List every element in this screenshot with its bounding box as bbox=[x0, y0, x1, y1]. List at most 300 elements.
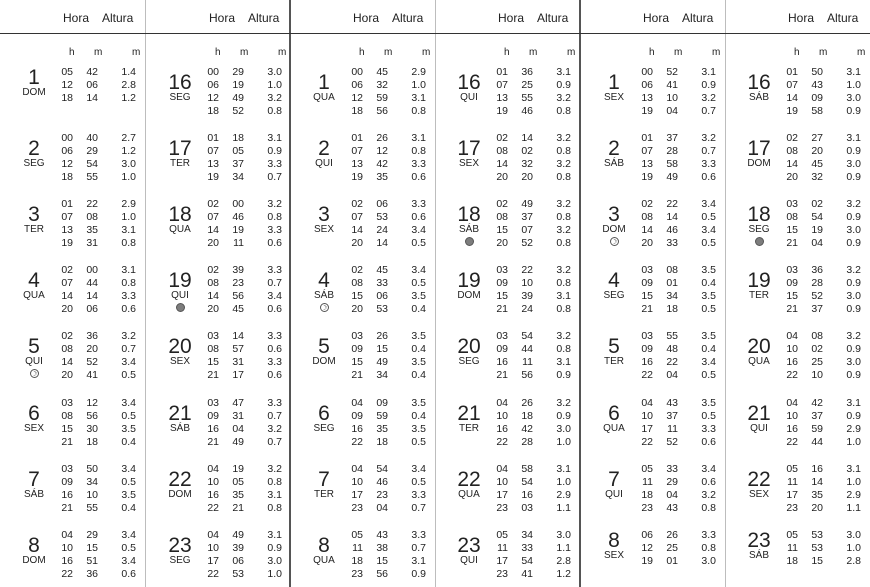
tide-height: 1.0 bbox=[556, 476, 571, 488]
tide-hour: 07 bbox=[351, 145, 363, 157]
tide-minute: 00 bbox=[232, 198, 244, 210]
tide-hour: 09 bbox=[496, 343, 508, 355]
tide-height: 3.3 bbox=[267, 397, 282, 409]
minute-unit: m bbox=[819, 47, 828, 58]
tide-minute: 46 bbox=[232, 211, 244, 223]
tide-height: 0.5 bbox=[411, 476, 426, 488]
tide-minute: 09 bbox=[376, 397, 388, 409]
tide-height: 0.8 bbox=[556, 277, 571, 289]
tide-hour: 07 bbox=[496, 79, 508, 91]
tide-height: 3.1 bbox=[411, 92, 426, 104]
tide-minute: 36 bbox=[86, 568, 98, 580]
tide-hour: 01 bbox=[641, 132, 653, 144]
tide-height: 0.7 bbox=[411, 542, 426, 554]
tide-minute: 20 bbox=[521, 171, 533, 183]
tide-hour: 04 bbox=[786, 397, 798, 409]
tide-height: 0.8 bbox=[267, 502, 282, 514]
tide-hour: 20 bbox=[61, 369, 73, 381]
tide-minute: 22 bbox=[86, 198, 98, 210]
tide-hour: 02 bbox=[207, 264, 219, 276]
tide-minute: 36 bbox=[811, 264, 823, 276]
tide-minute: 14 bbox=[232, 330, 244, 342]
tide-height: 3.2 bbox=[556, 224, 571, 236]
weekday-label: QUA bbox=[169, 224, 191, 235]
tide-height: 3.3 bbox=[701, 529, 716, 541]
tide-height: 0.8 bbox=[701, 542, 716, 554]
tide-hour: 12 bbox=[351, 92, 363, 104]
tide-hour: 13 bbox=[641, 158, 653, 170]
tide-minute: 26 bbox=[521, 397, 533, 409]
tide-height: 1.4 bbox=[121, 66, 136, 78]
quarter-moon-icon: ☽ bbox=[320, 305, 328, 312]
altura-header: Altura bbox=[248, 11, 280, 25]
tide-minute: 37 bbox=[521, 211, 533, 223]
weekday-label: TER bbox=[24, 224, 44, 235]
tide-height: 0.9 bbox=[846, 369, 861, 381]
day-number: 6 bbox=[318, 402, 330, 425]
tide-hour: 15 bbox=[496, 224, 508, 236]
tide-minute: 35 bbox=[86, 224, 98, 236]
tide-height: 3.3 bbox=[411, 158, 426, 170]
hora-header: Hora bbox=[353, 11, 380, 25]
tide-height: 1.0 bbox=[846, 542, 861, 554]
weekday-label: QUI bbox=[25, 356, 43, 367]
tide-hour: 12 bbox=[61, 79, 73, 91]
tide-minute: 34 bbox=[521, 529, 533, 541]
tide-minute: 02 bbox=[811, 343, 823, 355]
tide-hour: 23 bbox=[496, 502, 508, 514]
tide-height: 3.0 bbox=[846, 224, 861, 236]
month-divider bbox=[579, 0, 581, 587]
tide-minute: 18 bbox=[521, 410, 533, 422]
tide-minute: 55 bbox=[86, 502, 98, 514]
tide-height: 3.3 bbox=[267, 356, 282, 368]
tide-minute: 26 bbox=[666, 529, 678, 541]
tide-minute: 29 bbox=[666, 476, 678, 488]
day-number: 18 bbox=[457, 203, 481, 226]
tide-height: 3.4 bbox=[121, 397, 136, 409]
tide-hour: 22 bbox=[641, 436, 653, 448]
tide-hour: 03 bbox=[61, 463, 73, 475]
tide-height: 3.3 bbox=[701, 158, 716, 170]
weekday-label: SEX bbox=[603, 550, 624, 561]
weekday-label: SEG bbox=[169, 92, 191, 103]
tide-hour: 16 bbox=[641, 356, 653, 368]
tide-hour: 18 bbox=[207, 105, 219, 117]
tide-hour: 07 bbox=[61, 211, 73, 223]
tide-height: 3.2 bbox=[267, 423, 282, 435]
tide-height: 1.0 bbox=[267, 568, 282, 580]
tide-height: 1.0 bbox=[846, 79, 861, 91]
tide-height: 1.0 bbox=[121, 171, 136, 183]
tide-height: 0.7 bbox=[267, 436, 282, 448]
tide-hour: 14 bbox=[207, 290, 219, 302]
tide-hour: 21 bbox=[786, 303, 798, 315]
minute-unit: m bbox=[674, 47, 683, 58]
tide-height: 3.1 bbox=[556, 356, 571, 368]
tide-height: 3.4 bbox=[411, 224, 426, 236]
tide-hour: 16 bbox=[786, 356, 798, 368]
tide-height: 3.1 bbox=[556, 290, 571, 302]
tide-height: 3.3 bbox=[411, 198, 426, 210]
tide-height: 0.9 bbox=[411, 568, 426, 580]
weekday-label: TER bbox=[749, 290, 769, 301]
tide-height: 3.0 bbox=[846, 290, 861, 302]
tide-minute: 42 bbox=[521, 423, 533, 435]
tide-minute: 01 bbox=[666, 555, 678, 567]
tide-hour: 21 bbox=[351, 369, 363, 381]
tide-minute: 07 bbox=[521, 224, 533, 236]
day-number: 7 bbox=[608, 468, 620, 491]
tide-height: 3.1 bbox=[411, 555, 426, 567]
tide-hour: 04 bbox=[351, 397, 363, 409]
tide-height: 1.2 bbox=[121, 145, 136, 157]
tide-minute: 48 bbox=[666, 343, 678, 355]
tide-hour: 22 bbox=[351, 436, 363, 448]
tide-hour: 02 bbox=[351, 198, 363, 210]
tide-height: 2.9 bbox=[846, 489, 861, 501]
tide-height: 0.5 bbox=[121, 542, 136, 554]
tide-minute: 49 bbox=[232, 529, 244, 541]
tide-minute: 22 bbox=[521, 264, 533, 276]
weekday-label: SEX bbox=[169, 356, 190, 367]
tide-minute: 05 bbox=[232, 145, 244, 157]
tide-minute: 55 bbox=[86, 171, 98, 183]
tide-minute: 43 bbox=[666, 502, 678, 514]
tide-hour: 21 bbox=[61, 502, 73, 514]
day-number: 23 bbox=[457, 534, 481, 557]
tide-minute: 04 bbox=[666, 489, 678, 501]
tide-hour: 03 bbox=[496, 330, 508, 342]
tide-hour: 10 bbox=[786, 410, 798, 422]
tide-minute: 11 bbox=[522, 356, 533, 368]
tide-minute: 53 bbox=[376, 211, 388, 223]
tide-minute: 05 bbox=[232, 476, 244, 488]
tide-hour: 07 bbox=[641, 145, 653, 157]
tide-minute: 02 bbox=[521, 145, 533, 157]
tide-hour: 02 bbox=[496, 198, 508, 210]
tide-height: 0.6 bbox=[267, 369, 282, 381]
day-number: 3 bbox=[608, 203, 620, 226]
hora-header: Hora bbox=[788, 11, 815, 25]
day-number: 4 bbox=[608, 269, 620, 292]
height-unit: m bbox=[857, 47, 866, 58]
tide-height: 0.4 bbox=[701, 343, 716, 355]
tide-hour: 22 bbox=[207, 502, 219, 514]
tide-height: 0.8 bbox=[121, 277, 136, 289]
tide-hour: 03 bbox=[61, 397, 73, 409]
tide-minute: 16 bbox=[521, 489, 533, 501]
tide-hour: 19 bbox=[786, 105, 798, 117]
tide-hour: 01 bbox=[351, 132, 363, 144]
tide-minute: 03 bbox=[521, 502, 533, 514]
day-number: 2 bbox=[318, 137, 330, 160]
day-number: 21 bbox=[457, 402, 481, 425]
tide-hour: 13 bbox=[351, 158, 363, 170]
tide-minute: 14 bbox=[666, 211, 678, 223]
tide-height: 0.9 bbox=[556, 79, 571, 91]
tide-minute: 15 bbox=[376, 555, 388, 567]
tide-minute: 39 bbox=[232, 264, 244, 276]
tide-height: 3.0 bbox=[267, 555, 282, 567]
tide-minute: 45 bbox=[232, 303, 244, 315]
tide-height: 0.7 bbox=[267, 171, 282, 183]
tide-hour: 21 bbox=[496, 369, 508, 381]
weekday-label: SEX bbox=[313, 224, 334, 235]
day-number: 1 bbox=[318, 71, 330, 94]
tide-minute: 26 bbox=[376, 132, 388, 144]
tide-minute: 49 bbox=[232, 92, 244, 104]
day-number: 16 bbox=[457, 71, 481, 94]
tide-minute: 11 bbox=[667, 423, 678, 435]
tide-hour: 01 bbox=[61, 198, 73, 210]
tide-hour: 08 bbox=[496, 145, 508, 157]
tide-minute: 06 bbox=[86, 79, 98, 91]
tide-minute: 00 bbox=[86, 264, 98, 276]
day-number: 17 bbox=[747, 137, 771, 160]
tide-hour: 16 bbox=[496, 423, 508, 435]
tide-hour: 21 bbox=[207, 436, 219, 448]
tide-height: 1.0 bbox=[846, 476, 861, 488]
tide-height: 0.8 bbox=[556, 145, 571, 157]
tide-minute: 56 bbox=[521, 369, 533, 381]
tide-height: 3.5 bbox=[411, 290, 426, 302]
tide-minute: 42 bbox=[86, 66, 98, 78]
quarter-moon-icon: ☽ bbox=[30, 371, 38, 378]
panel-divider bbox=[435, 0, 436, 587]
tide-height: 0.6 bbox=[701, 436, 716, 448]
tide-minute: 35 bbox=[232, 489, 244, 501]
tide-minute: 34 bbox=[666, 290, 678, 302]
panel-divider bbox=[725, 0, 726, 587]
tide-hour: 15 bbox=[61, 423, 73, 435]
tide-minute: 46 bbox=[521, 105, 533, 117]
tide-hour: 22 bbox=[61, 568, 73, 580]
tide-hour: 14 bbox=[351, 224, 363, 236]
tide-minute: 15 bbox=[376, 343, 388, 355]
tide-height: 0.5 bbox=[701, 303, 716, 315]
tide-height: 0.8 bbox=[121, 237, 136, 249]
panel-divider bbox=[145, 0, 146, 587]
tide-minute: 21 bbox=[232, 502, 244, 514]
tide-hour: 06 bbox=[641, 529, 653, 541]
tide-height: 1.0 bbox=[267, 79, 282, 91]
tide-minute: 32 bbox=[521, 158, 533, 170]
tide-height: 0.6 bbox=[701, 476, 716, 488]
tide-minute: 50 bbox=[811, 66, 823, 78]
tide-height: 0.8 bbox=[556, 171, 571, 183]
tide-minute: 53 bbox=[811, 542, 823, 554]
tide-height: 0.8 bbox=[556, 237, 571, 249]
tide-height: 0.7 bbox=[701, 105, 716, 117]
weekday-label: SÁB bbox=[748, 550, 769, 561]
tide-height: 0.6 bbox=[267, 303, 282, 315]
tide-hour: 14 bbox=[61, 356, 73, 368]
tide-hour: 18 bbox=[641, 489, 653, 501]
day-number: 7 bbox=[28, 468, 40, 491]
tide-hour: 19 bbox=[207, 171, 219, 183]
day-number: 5 bbox=[28, 335, 40, 358]
tide-minute: 25 bbox=[521, 79, 533, 91]
tide-hour: 19 bbox=[496, 105, 508, 117]
tide-height: 3.1 bbox=[267, 132, 282, 144]
tide-hour: 04 bbox=[61, 529, 73, 541]
tide-height: 0.7 bbox=[121, 343, 136, 355]
tide-height: 0.5 bbox=[411, 277, 426, 289]
tide-hour: 13 bbox=[641, 92, 653, 104]
tide-height: 3.0 bbox=[556, 423, 571, 435]
tide-minute: 10 bbox=[666, 92, 678, 104]
tide-minute: 37 bbox=[811, 410, 823, 422]
hour-unit: h bbox=[215, 47, 221, 58]
tide-height: 0.9 bbox=[701, 79, 716, 91]
tide-hour: 10 bbox=[351, 476, 363, 488]
tide-minute: 58 bbox=[811, 105, 823, 117]
tide-height: 3.0 bbox=[556, 529, 571, 541]
tide-minute: 15 bbox=[811, 555, 823, 567]
tide-height: 0.7 bbox=[701, 145, 716, 157]
tide-height: 3.2 bbox=[701, 92, 716, 104]
tide-height: 3.2 bbox=[267, 463, 282, 475]
tide-hour: 21 bbox=[786, 237, 798, 249]
weekday-label: SEG bbox=[603, 290, 625, 301]
weekday-label: QUA bbox=[313, 92, 335, 103]
day-number: 20 bbox=[168, 335, 192, 358]
tide-height: 3.2 bbox=[846, 330, 861, 342]
tide-minute: 41 bbox=[521, 568, 533, 580]
day-number: 19 bbox=[747, 269, 771, 292]
tide-hour: 06 bbox=[641, 79, 653, 91]
hour-unit: h bbox=[69, 47, 75, 58]
tide-hour: 17 bbox=[496, 489, 508, 501]
day-number: 16 bbox=[168, 71, 192, 94]
tide-minute: 49 bbox=[232, 436, 244, 448]
tide-hour: 10 bbox=[641, 410, 653, 422]
hora-header: Hora bbox=[643, 11, 670, 25]
tide-height: 0.8 bbox=[556, 105, 571, 117]
tide-hour: 00 bbox=[351, 66, 363, 78]
tide-hour: 20 bbox=[641, 237, 653, 249]
tide-height: 3.2 bbox=[556, 264, 571, 276]
tide-minute: 32 bbox=[811, 171, 823, 183]
tide-height: 0.9 bbox=[846, 171, 861, 183]
day-number: 8 bbox=[318, 534, 330, 557]
tide-height: 3.2 bbox=[267, 198, 282, 210]
tide-minute: 29 bbox=[86, 529, 98, 541]
tide-height: 0.8 bbox=[556, 303, 571, 315]
tide-minute: 02 bbox=[811, 198, 823, 210]
weekday-label: DOM bbox=[168, 489, 192, 500]
tide-height: 3.2 bbox=[846, 198, 861, 210]
tide-hour: 19 bbox=[641, 171, 653, 183]
tide-height: 0.5 bbox=[701, 211, 716, 223]
tide-minute: 54 bbox=[86, 158, 98, 170]
tide-minute: 23 bbox=[376, 489, 388, 501]
tide-height: 3.5 bbox=[121, 489, 136, 501]
weekday-label: SÁB bbox=[169, 423, 190, 434]
day-number: 16 bbox=[747, 71, 771, 94]
tide-height: 3.1 bbox=[701, 66, 716, 78]
tide-hour: 12 bbox=[641, 542, 653, 554]
tide-hour: 11 bbox=[642, 476, 653, 488]
weekday-label: QUI bbox=[315, 158, 333, 169]
tide-height: 0.7 bbox=[411, 502, 426, 514]
tide-minute: 38 bbox=[376, 542, 388, 554]
tide-height: 3.0 bbox=[846, 92, 861, 104]
weekday-label: SÁB bbox=[23, 489, 44, 500]
tide-height: 0.6 bbox=[267, 343, 282, 355]
altura-header: Altura bbox=[682, 11, 714, 25]
tide-minute: 42 bbox=[376, 158, 388, 170]
tide-hour: 13 bbox=[61, 224, 73, 236]
tide-height: 0.8 bbox=[267, 105, 282, 117]
weekday-label: SÁB bbox=[748, 92, 769, 103]
tide-height: 3.0 bbox=[121, 158, 136, 170]
tide-minute: 20 bbox=[86, 343, 98, 355]
tide-hour: 14 bbox=[61, 290, 73, 302]
tide-hour: 11 bbox=[497, 542, 508, 554]
tide-minute: 49 bbox=[666, 171, 678, 183]
tide-height: 3.1 bbox=[267, 529, 282, 541]
tide-hour: 00 bbox=[641, 66, 653, 78]
tide-minute: 19 bbox=[232, 224, 244, 236]
tide-hour: 01 bbox=[786, 66, 798, 78]
tide-minute: 45 bbox=[811, 158, 823, 170]
tide-hour: 19 bbox=[61, 237, 73, 249]
day-number: 18 bbox=[747, 203, 771, 226]
tide-hour: 03 bbox=[641, 264, 653, 276]
tide-hour: 22 bbox=[496, 436, 508, 448]
tide-height: 0.4 bbox=[121, 436, 136, 448]
tide-hour: 14 bbox=[496, 158, 508, 170]
tide-hour: 20 bbox=[207, 303, 219, 315]
tide-minute: 14 bbox=[376, 237, 388, 249]
tide-height: 0.5 bbox=[121, 476, 136, 488]
tide-height: 0.9 bbox=[846, 105, 861, 117]
tide-hour: 15 bbox=[496, 290, 508, 302]
tide-hour: 06 bbox=[207, 79, 219, 91]
tide-minute: 19 bbox=[232, 463, 244, 475]
weekday-label: DOM bbox=[747, 158, 771, 169]
day-number: 2 bbox=[608, 137, 620, 160]
tide-height: 3.0 bbox=[701, 555, 716, 567]
tide-minute: 43 bbox=[811, 79, 823, 91]
tide-height: 2.9 bbox=[411, 66, 426, 78]
tide-hour: 09 bbox=[496, 277, 508, 289]
tide-minute: 23 bbox=[232, 277, 244, 289]
tide-height: 0.5 bbox=[121, 369, 136, 381]
tide-height: 0.8 bbox=[411, 105, 426, 117]
tide-hour: 01 bbox=[496, 66, 508, 78]
tide-hour: 22 bbox=[207, 568, 219, 580]
tide-hour: 22 bbox=[641, 369, 653, 381]
tide-height: 0.6 bbox=[701, 171, 716, 183]
day-number: 3 bbox=[28, 203, 40, 226]
tide-height: 3.0 bbox=[846, 356, 861, 368]
minute-unit: m bbox=[384, 47, 393, 58]
tide-hour: 16 bbox=[207, 423, 219, 435]
tide-minute: 12 bbox=[86, 397, 98, 409]
tide-hour: 05 bbox=[496, 529, 508, 541]
tide-height: 0.9 bbox=[556, 369, 571, 381]
tide-minute: 34 bbox=[232, 171, 244, 183]
tide-hour: 02 bbox=[61, 330, 73, 342]
tide-hour: 09 bbox=[351, 410, 363, 422]
tide-minute: 31 bbox=[232, 410, 244, 422]
day-number: 23 bbox=[747, 529, 771, 552]
tide-height: 0.5 bbox=[121, 410, 136, 422]
tide-minute: 37 bbox=[232, 158, 244, 170]
